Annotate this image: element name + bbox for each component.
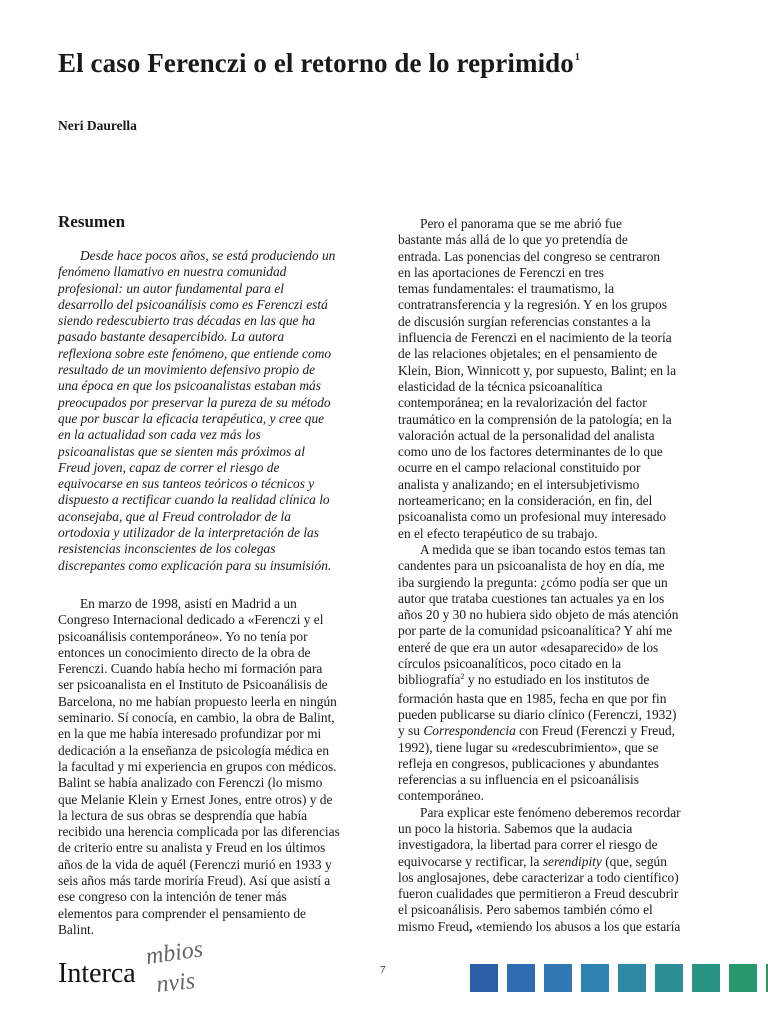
text-line: ese congreso con la intención de tener más [58, 889, 287, 905]
text-line: como uno de los factores determinantes de lo que [398, 444, 663, 460]
text-line: recibido una herencia complicada por las diferencias [58, 824, 340, 840]
text-line: de criterio entre su analista y Freud en los últimos [58, 840, 326, 856]
text-line: en la que me había interesado profundizar por mi [58, 726, 322, 742]
text-line: Ferenczi. Cuando había hecho mi formación para [58, 661, 323, 677]
text-line: elasticidad de la técnica psicoanalítica [398, 378, 603, 394]
color-square [581, 964, 609, 992]
text-line: fenómeno llamativo en nuestra comunidad [58, 264, 287, 280]
text-line: Para explicar este fenómeno deberemos recordar [420, 804, 681, 820]
text-line: influencia de Ferenczi en el nacimiento de la teoría [398, 330, 672, 346]
text-line: por parte de la comunidad psicoanalítica? Y ahí me [398, 623, 673, 639]
text-line: seis años más tarde moriría Freud). Así que asistí a [58, 873, 331, 889]
text-line: dedicación a la enseñanza de psicología médica en [58, 742, 330, 758]
logo-word-3: nvis [155, 968, 197, 999]
text-line: equivocarse en sus tanteos teóricos o técnicos y [58, 476, 315, 492]
text-line: una época en que los psicoanalistas estaban más [58, 378, 321, 394]
text-line: que por buscar la eficacia terapéutica, y cree que [58, 410, 325, 426]
text-line: contemporánea; en la revalorización del factor [398, 395, 647, 411]
text-line: el psicoanálisis. Pero sabemos también cómo el [398, 902, 653, 918]
text-line: Congreso Internacional dedicado a «Ferenczi y el [58, 612, 324, 628]
color-square [618, 964, 646, 992]
color-square [507, 964, 535, 992]
text-line: Balint. [58, 921, 95, 937]
color-square [544, 964, 572, 992]
text-line: Desde hace pocos años, se está produciendo un [80, 248, 336, 263]
text-line: mismo Freud, «temiendo los abusos a los que estaría [398, 918, 681, 934]
text-line: 1992), tiene lugar su «redescubrimiento», que se [398, 739, 659, 755]
text-line: fueron cualidades que permitieron a Freud descubrir [398, 886, 679, 902]
text-line: temas fundamentales: el traumatismo, la [398, 281, 615, 297]
author-name: Neri Daurella [58, 118, 137, 133]
decorative-squares [470, 964, 768, 992]
text-line: psicoanálisis contemporáneo». Yo no tenía por [58, 628, 308, 644]
text-line: de las relaciones objetales; en el pensamiento de [398, 346, 658, 362]
text-line: iba surgiendo la pregunta: ¿cómo podía ser que un [398, 574, 668, 590]
text-line: autor que trataba cuestiones tan actuales ya en los [398, 590, 665, 606]
text-line: que Melanie Klein y Ernest Jones, entre otros) y de [58, 791, 333, 807]
text-line: profesional: un autor fundamental para el [58, 280, 285, 296]
text-line: contemporáneo. [398, 788, 484, 804]
color-square [692, 964, 720, 992]
color-square [729, 964, 757, 992]
text-line: psicoanalistas que se sienten más próximos al [58, 443, 305, 459]
color-square [655, 964, 683, 992]
text-line: en las aportaciones de Ferenczi en tres [398, 264, 604, 280]
title-footnote-marker: 1 [574, 52, 581, 63]
text-line: un poco la historia. Sabemos que la audacia [398, 820, 633, 836]
journal-logo [58, 936, 218, 1006]
text-line: resistencias inconscientes de los colegas [58, 541, 276, 557]
text-line: norteamericano; en la consideración, en fin, del [398, 493, 653, 509]
text-line: pueden publicarse su diario clínico (Ferenczi, 1932) [398, 706, 677, 722]
text-line: pasado bastante desapercibido. La autora [58, 329, 285, 345]
text-line: Freud joven, capaz de correr el riesgo de [58, 459, 280, 475]
text-line: los anglosajones, debe caracterizar a todo científico) [398, 869, 679, 885]
text-line: dispuesto a rectificar cuando la realidad clínica lo [58, 492, 330, 508]
text-line: En marzo de 1998, asistí en Madrid a un [80, 596, 297, 611]
text-line: elementos para comprender el pensamiento de [58, 905, 306, 921]
abstract-heading: Resumen [58, 212, 126, 231]
text-line: bastante más allá de lo que yo pretendía de [398, 232, 628, 248]
text-line: la lectura de sus obras se desprendía que había [58, 807, 308, 823]
text-line: valoración actual de la personalidad del analista [398, 427, 655, 443]
text-line: equivocarse y rectificar, la serendipity (que, según [398, 853, 667, 869]
logo-word-2: mbios [144, 936, 205, 971]
logo-word-1: Interca [58, 958, 136, 989]
text-line: aconsejaba, que al Freud controlador de la [58, 508, 291, 524]
text-line: referencias a su influencia en el psicoanálisis [398, 772, 639, 788]
text-line: enteré de que era un autor «desaparecido» de los [398, 639, 659, 655]
text-line: psicoanalista como un profesional muy interesado [398, 509, 667, 525]
text-line: investigadora, la libertad para correr el riesgo de [398, 837, 658, 853]
text-line: círculos psicoanalíticos, poco citado en la [398, 656, 622, 672]
text-line: analista y analizando; en el intersubjetivismo [398, 476, 640, 492]
text-line: A medida que se iban tocando estos temas tan [420, 541, 666, 557]
text-line: seminario. Sí conocía, en cambio, la obra de Balint, [58, 710, 335, 726]
text-line: preocupados por preservar la pureza de su método [58, 394, 331, 410]
text-line: formación hasta que en 1985, fecha en que por fin [398, 690, 667, 706]
text-line: refleja en congresos, publicaciones y abundantes [398, 755, 660, 771]
text-line: ortodoxia y utilizador de la interpretación de las [58, 525, 319, 541]
left-body-text [58, 596, 368, 938]
page-number: 7 [380, 964, 386, 976]
text-line: Barcelona, no me habían propuesto leerla en ningún [58, 693, 337, 709]
text-line: años de la vida de aquél (Ferenczi murió en 1933 y [58, 856, 332, 872]
footnote-marker: 2 [460, 672, 465, 682]
text-line: entrada. Las ponencias del congreso se centraron [398, 248, 661, 264]
text-line: siendo redescubierto tras décadas en las que ha [58, 313, 316, 329]
text-line: años 20 y 30 no hubiera sido objeto de más atención [398, 607, 679, 623]
text-line: traumático en la comprensión de la patología; en la [398, 411, 672, 427]
text-line: y su Correspondencia con Freud (Ferenczi y Freud, [398, 723, 675, 739]
text-line: de discusión surgían referencias constantes a la [398, 313, 651, 329]
text-line: desarrollo del psicoanálisis como es Ferenczi está [58, 296, 328, 312]
text-line: discrepantes como explicación para su insumisión. [58, 557, 332, 573]
color-square [470, 964, 498, 992]
text-line: Pero el panorama que se me abrió fue [420, 216, 622, 231]
abstract-text [58, 248, 368, 574]
text-line: ser psicoanalista en el Instituto de Psicoanálisis de [58, 677, 328, 693]
text-line: en la actualidad son cada vez más los [58, 427, 261, 443]
text-line: Balint se había analizado con Ferenczi (lo mismo [58, 775, 323, 791]
text-line: Klein, Bion, Winnicott y, por supuesto, Balint; en la [398, 362, 677, 378]
text-line: bibliografía$^2$ y no estudiado en los institutos de [398, 672, 650, 688]
text-line: ocurre en el campo relacional constituido por [398, 460, 641, 476]
text-line: candentes para un psicoanalista de hoy en día, me [398, 558, 665, 574]
right-body-text [398, 216, 716, 935]
article-title: El caso Ferenczi o el retorno de lo reprimido$^1$ [58, 48, 581, 78]
text-line: en el efecto terapéutico de su trabajo. [398, 525, 598, 541]
text-line: la facultad y mi experiencia en grupos con médicos. [58, 758, 337, 774]
text-line: reflexiona sobre este fenómeno, que entiende como [58, 345, 332, 361]
text-line: contratransferencia y la regresión. Y en los grupos [398, 297, 667, 313]
text-line: entonces un conocimiento directo de la obra de [58, 644, 311, 660]
text-line: resultado de un movimiento defensivo propio de [58, 362, 316, 378]
